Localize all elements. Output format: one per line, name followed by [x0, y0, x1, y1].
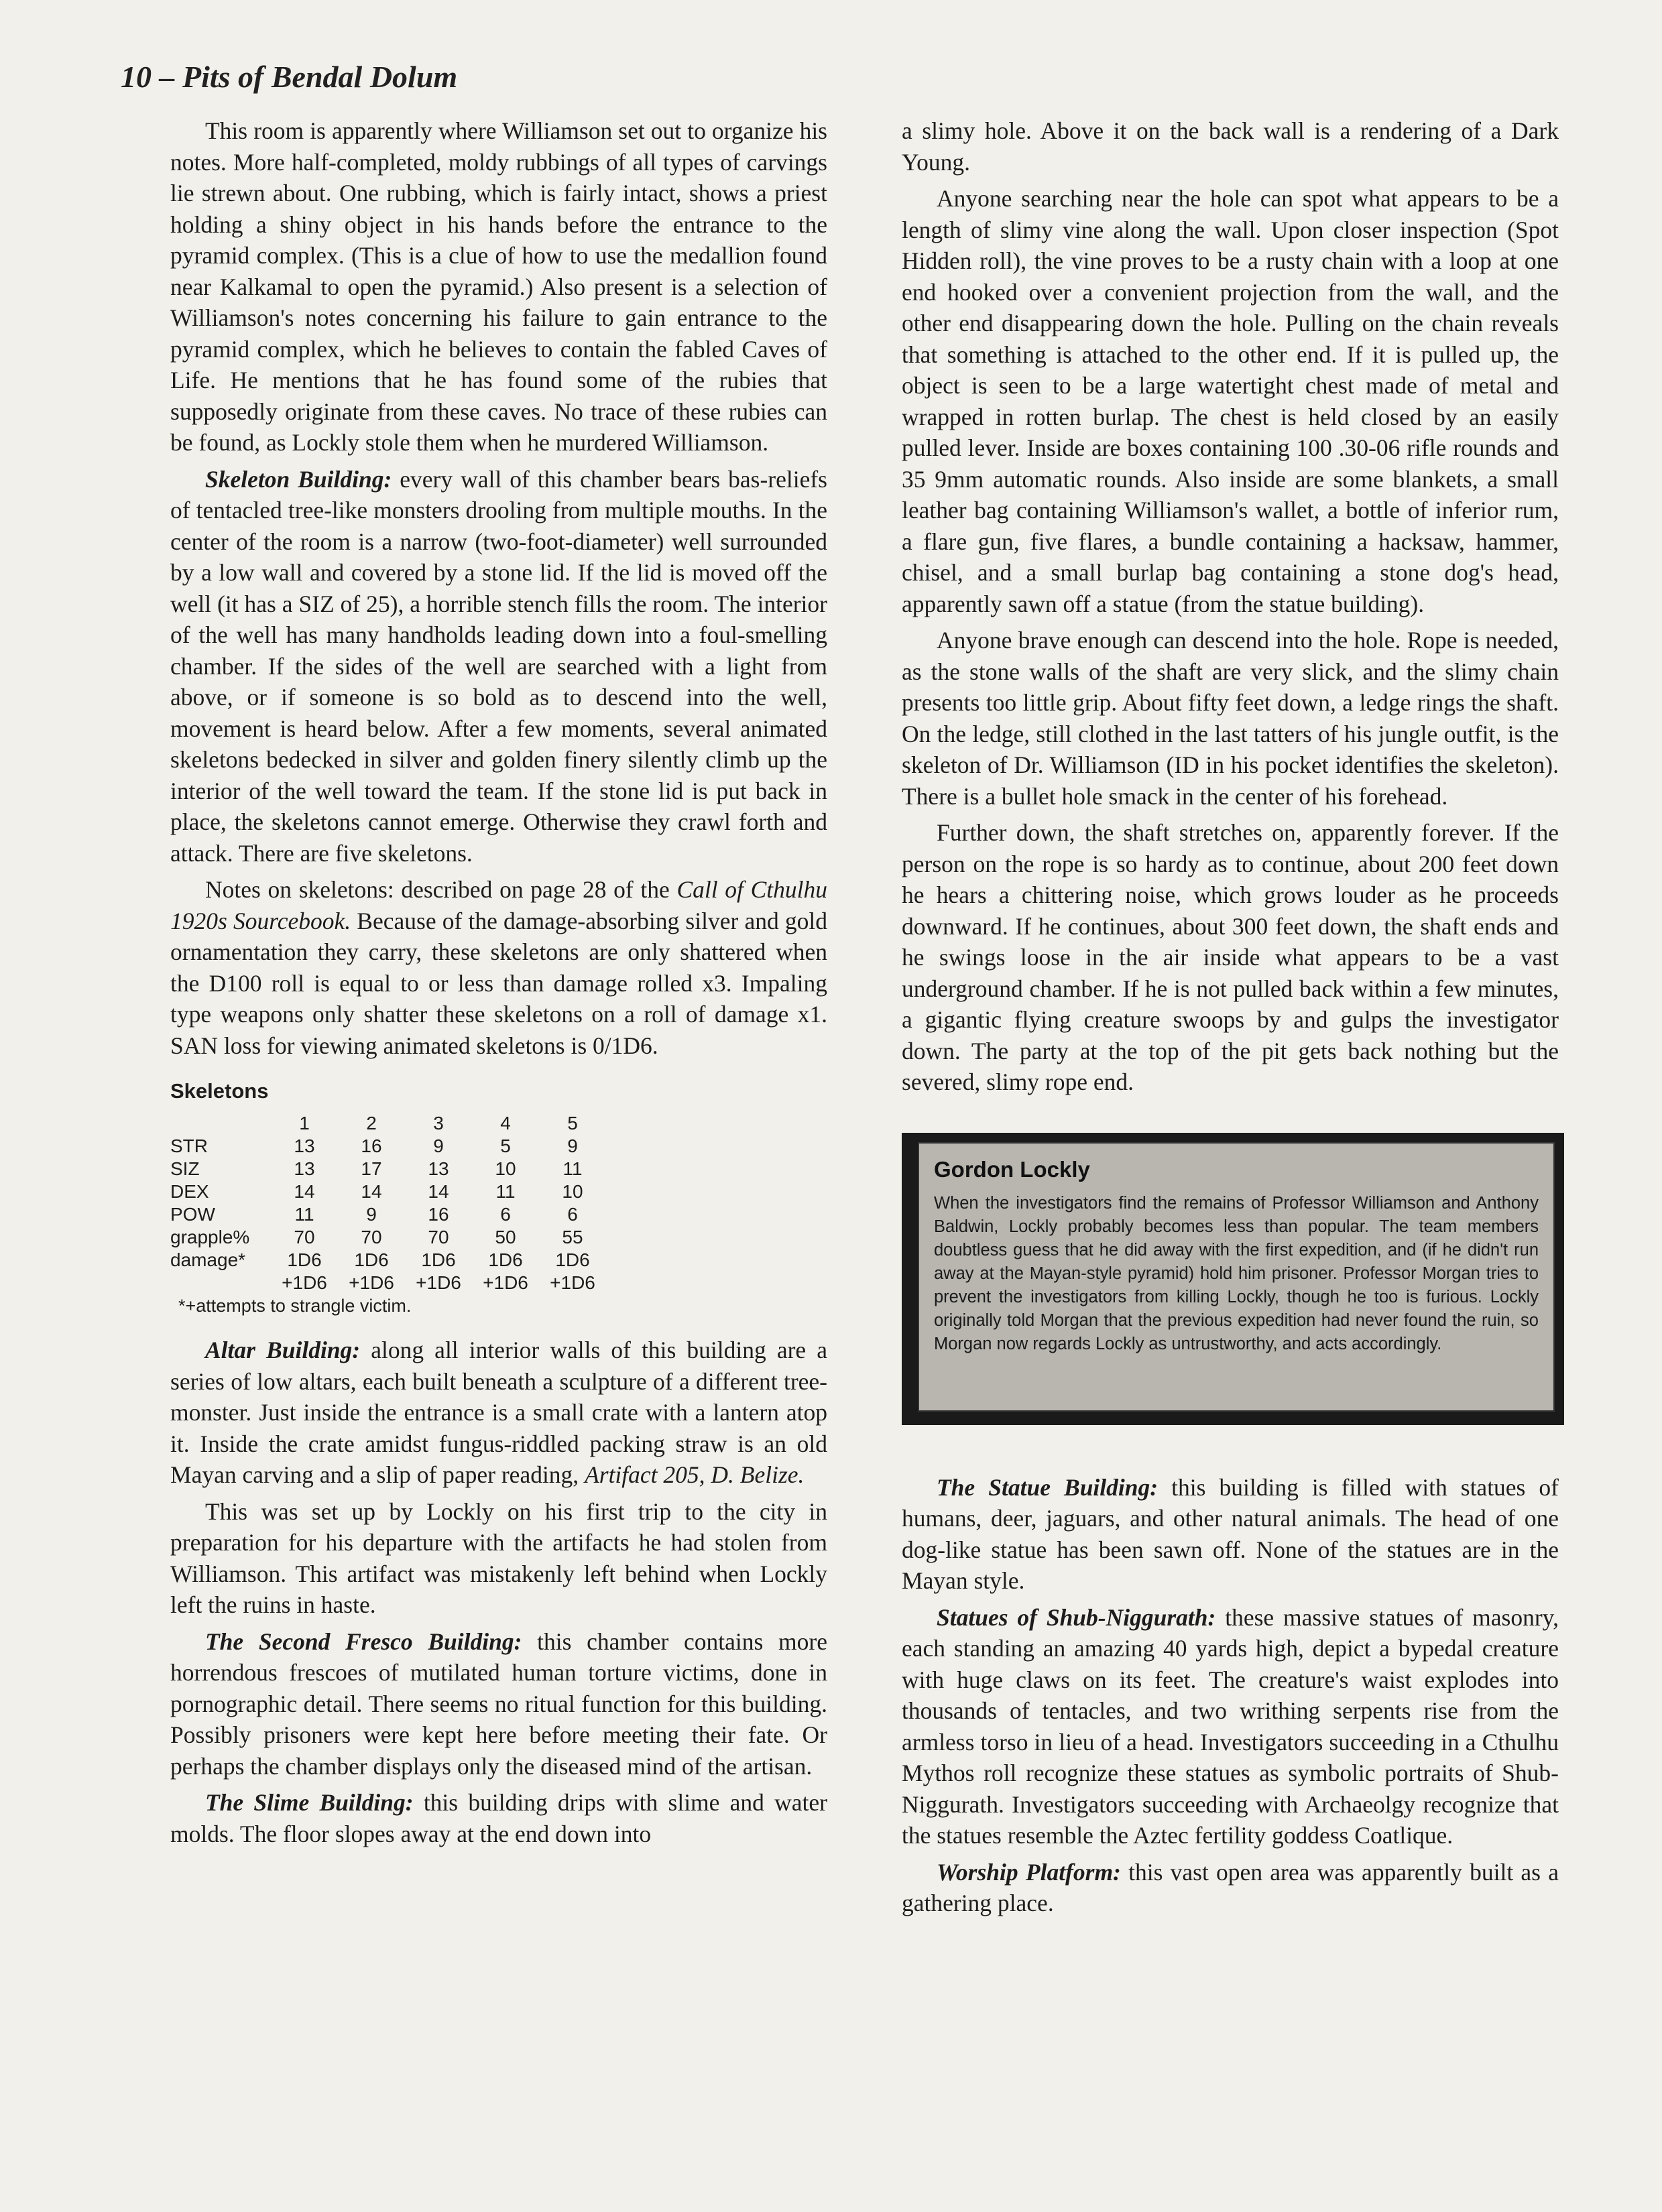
stat-cell: 70: [361, 1227, 382, 1247]
paragraph-shub-niggurath: [902, 1602, 1559, 1851]
stat-cell: 16: [361, 1135, 382, 1156]
stat-row: [170, 1249, 606, 1272]
stat-row: [170, 1135, 606, 1158]
stat-column-header: 1: [299, 1113, 310, 1133]
running-head: 10 – Pits of Bendal Dolum: [121, 60, 458, 94]
artifact-label: Artifact 205, D. Belize.: [585, 1461, 805, 1488]
stat-cell: 13: [428, 1158, 449, 1179]
paragraph-lockly-setup: This was set up by Lockly on his first trip to the city in preparation for his departure with the artifacts he had stolen from Williamson. This artifact was mistakenly left behind when Lockly left the ruins in haste.: [170, 1497, 827, 1618]
stat-cell: 50: [495, 1227, 516, 1247]
section-head-second-fresco: The Second Fresco Building:: [205, 1627, 522, 1655]
stat-block-title: Skeletons: [170, 1079, 269, 1103]
stat-column-header: 4: [500, 1113, 511, 1133]
paragraph-statue-building: [902, 1472, 1559, 1597]
section-head-slime-building: The Slime Building:: [205, 1789, 414, 1816]
stat-cell: 9: [567, 1135, 578, 1156]
paragraph-chain: Anyone searching near the hole can spot what appears to be a length of slimy vine along the wall. Upon closer inspection (Spot Hidden roll), the vine proves to be a rusty chain with a loop at one end hooked over a convenient projection from the wall, and the other end disappearing down the hole. Pulling on the chain reveals that something is attached to the other end. If it is pulled up, the object is seen to be a large watertight chest made of metal and wrapped in rotten burlap. The chest is held closed by an easily pulled lever. Inside are boxes containing 100 .30-06 rifle rounds and 35 9mm automatic rounds. Also inside are some blankets, a small leather bag containing Williamson's wallet, a bottle of inferior rum, a flare gun, five flares, a bundle containing a hacksaw, hammer, chisel, and a small burlap bag containing a stone dog's head, apparently sawn off a statue (from the statue building).: [902, 185, 1559, 617]
stat-row-label: [170, 1272, 271, 1294]
section-body-slime-building: this building drips with slime and water molds. The floor slopes away at the end down into: [170, 1789, 827, 1847]
stat-cell: 11: [495, 1181, 516, 1202]
section-body-altar-building: along all interior walls of this building are a series of low altars, each built beneath a sculpture of a different tree-monster. Just inside the entrance is a small crate with a lantern atop it. Inside the crate amidst fungus-riddled packing straw is an old Mayan carving and a slip of paper reading,: [170, 1337, 827, 1488]
stat-row: [170, 1203, 606, 1226]
stat-row: [170, 1226, 606, 1249]
stat-cell: 70: [428, 1227, 449, 1247]
stat-row: [170, 1272, 606, 1294]
stat-row-label: STR: [170, 1135, 208, 1156]
paragraph-altar-building: [170, 1335, 827, 1491]
stat-header-row: [170, 1112, 606, 1135]
stat-cell: 16: [428, 1204, 449, 1225]
stat-cell: 1D6: [421, 1249, 456, 1270]
section-head-worship-platform: Worship Platform:: [937, 1858, 1121, 1886]
stat-cell: 5: [500, 1135, 511, 1156]
paragraph-skeleton-building: [170, 464, 827, 869]
stat-cell: 14: [361, 1181, 382, 1202]
section-head-statue-building: The Statue Building:: [937, 1473, 1159, 1501]
section-head-altar-building: Altar Building:: [205, 1337, 361, 1363]
right-column: [902, 115, 1559, 1924]
paragraph-worship-platform: [902, 1857, 1559, 1919]
section-body-worship-platform: this vast open area was apparently built as a gathering place.: [902, 1858, 1559, 1916]
skeleton-notes-text-a: Notes on skeletons: described on page 28 of the: [205, 876, 677, 903]
stat-cell: +1D6: [483, 1272, 528, 1293]
stat-row-label: grapple%: [170, 1227, 250, 1247]
section-body-second-fresco: this chamber contains more horrendous frescoes of mutilated human torture victims, done in pornographic detail. There seems no ritual function for this building. Possibly prisoners were kept here before meeting their fate. Or perhaps the chamber displays only the diseased mind of the artisan.: [170, 1627, 827, 1780]
stat-column-header: 2: [366, 1113, 377, 1133]
stat-cell: 6: [567, 1204, 578, 1225]
paragraph-slime-building: [170, 1787, 827, 1849]
stat-cell: 1D6: [555, 1249, 590, 1270]
stat-table-body: [170, 1135, 606, 1294]
stat-cell: 14: [294, 1181, 315, 1202]
sidebar-text: When the investigators find the remains of Professor Williamson and Anthony Baldwin, Lockly probably becomes less than popular. The team members doubtless guess that he did away with the first expedition, and (if he didn't run away at the Mayan-style pyramid) hold him prisoner. Professor Morgan tries to prevent the investigators from killing Lockly, though he too is furious. Lockly originally told Morgan that the previous expedition had never found the ruin, so Morgan now regards Lockly as untrustworthy, and acts accordingly.: [934, 1194, 1539, 1353]
sourcebook-title: Call of Cthulhu 1920s Sourcebook.: [170, 876, 828, 934]
section-body-shub-niggurath: these massive statues of masonry, each standing an amazing 40 yards high, depict a bypedal creature with huge claws on its feet. The creature's waist explodes into thousands of tentacles, and two writhing serpents rise from the armless torso in lieu of a head. Investigators succeeding in a Cthulhu Mythos roll recognize these statues as symbolic portraits of Shub-Niggurath. Investigators succeeding with Archaeolgy recognize that the statues resemble the Aztec fertility goddess Coatlique.: [902, 1603, 1559, 1849]
stat-row-label: POW: [170, 1204, 215, 1225]
paragraph-slimy-hole: a slimy hole. Above it on the back wall is a rendering of a Dark Young.: [902, 117, 1559, 176]
sidebar-title: Gordon Lockly: [934, 1156, 1090, 1182]
stat-cell: 11: [294, 1204, 314, 1225]
stat-cell: 13: [294, 1158, 315, 1179]
stat-cell: 1D6: [354, 1249, 389, 1270]
stat-cell: 70: [294, 1227, 315, 1247]
stat-cell: 55: [562, 1227, 583, 1247]
stat-cell: 17: [361, 1158, 382, 1179]
stat-cell: 13: [294, 1135, 315, 1156]
stat-cell: 10: [495, 1158, 516, 1179]
paragraph-skeleton-notes: [170, 874, 827, 1061]
stat-cell: 1D6: [287, 1249, 322, 1270]
stat-cell: 10: [562, 1181, 583, 1202]
stat-footnote: *+attempts to strangle victim.: [178, 1296, 412, 1316]
left-column: [170, 115, 827, 1855]
paragraph-notes-room: This room is apparently where Williamson set out to organize his notes. More half-completed, moldy rubbings of all types of carvings lie strewn about. One rubbing, which is fairly intact, shows a priest holding a shiny object in his hands before the entrance to the pyramid complex. (This is a clue of how to use the medallion found near Kalkamal to open the pyramid.) Also present is a selection of Williamson's notes concerning his failure to gain entrance to the pyramid complex, which he believes to contain the fabled Caves of Life. He mentions that he has found some of the rubies that supposedly originate from these caves. No trace of these rubies can be found, as Lockly stole them when he murdered Williamson.: [170, 117, 827, 456]
section-head-skeleton-building: Skeleton Building:: [205, 465, 392, 493]
stat-cell: +1D6: [550, 1272, 595, 1293]
stat-cell: +1D6: [416, 1272, 461, 1293]
stat-cell: +1D6: [282, 1272, 327, 1293]
stat-row: [170, 1158, 606, 1180]
stat-cell: 1D6: [488, 1249, 523, 1270]
stat-row-label: SIZ: [170, 1158, 200, 1179]
skeleton-stat-block: [170, 1080, 827, 1317]
stat-cell: 11: [562, 1158, 583, 1179]
stat-row: [170, 1180, 606, 1203]
section-head-shub-niggurath: Statues of Shub-Niggurath:: [937, 1603, 1216, 1631]
stat-row-label: DEX: [170, 1181, 209, 1202]
stat-cell: 14: [428, 1181, 449, 1202]
paragraph-second-fresco: [170, 1626, 827, 1782]
stat-cell: +1D6: [349, 1272, 394, 1293]
stat-column-header: 5: [567, 1113, 578, 1133]
sidebar-gordon-lockly: [902, 1133, 1564, 1425]
paragraph-further-down: Further down, the shaft stretches on, apparently forever. If the person on the rope is so hardy as to continue, about 200 feet down he hears a chittering noise, which grows louder as he proceeds downward. If he continues, about 300 feet down, the shaft ends and he swings loose in the air inside what appears to be a vast underground chamber. If he is not pulled back within a few minutes, a gigantic flying creature swoops by and gulps the investigator down. The party at the top of the pit gets back nothing but the severed, slimy rope end.: [902, 819, 1559, 1095]
paragraph-descend: Anyone brave enough can descend into the hole. Rope is needed, as the stone walls of the shaft are very slick, and the slimy chain presents too little grip. About fifty feet down, a ledge rings the shaft. On the ledge, still clothed in the last tatters of his jungle outfit, is the skeleton of Dr. Williamson (ID in his pocket identifies the skeleton). There is a bullet hole smack in the center of his forehead.: [902, 627, 1559, 810]
section-body-statue-building: this building is filled with statues of humans, deer, jaguars, and other natural animals. The head of one dog-like statue has been sawn off. None of the statues are in the Mayan style.: [902, 1473, 1559, 1594]
section-body-skeleton-building: every wall of this chamber bears bas-reliefs of tentacled tree-like monsters drooling from multiple mouths. In the center of the room is a narrow (two-foot-diameter) well surrounded by a low wall and covered by a stone lid. If the lid is moved off the well (it has a SIZ of 25), a horrible stench fills the room. The interior of the well has many handholds leading down into a foul-smelling chamber. If the sides of the well are searched with a light from above, or if someone is so bold as to descend into the well, movement is heard below. After a few moments, several animated skeletons bedecked in silver and golden finery silently climb up the interior of the well toward the team. If the stone lid is put back in place, the skeletons cannot emerge. Otherwise they crawl forth and attack. There are five skeletons.: [170, 465, 827, 867]
stat-cell: 9: [433, 1135, 444, 1156]
skeleton-stat-table: [170, 1112, 606, 1294]
skeleton-notes-text-b: Because of the damage-absorbing silver and gold ornamentation they carry, these skeletons are only shattered when the D100 roll is equal to or less than damage rolled x3. Impaling type weapons only shatter these skeletons on a roll of damage x1. SAN loss for viewing animated skeletons is 0/1D6.: [170, 907, 827, 1059]
sidebar-box: [918, 1142, 1555, 1412]
stat-row-label: damage*: [170, 1249, 246, 1270]
stat-cell: 9: [366, 1204, 377, 1225]
stat-cell: 6: [500, 1204, 511, 1225]
stat-column-header: 3: [433, 1113, 444, 1133]
